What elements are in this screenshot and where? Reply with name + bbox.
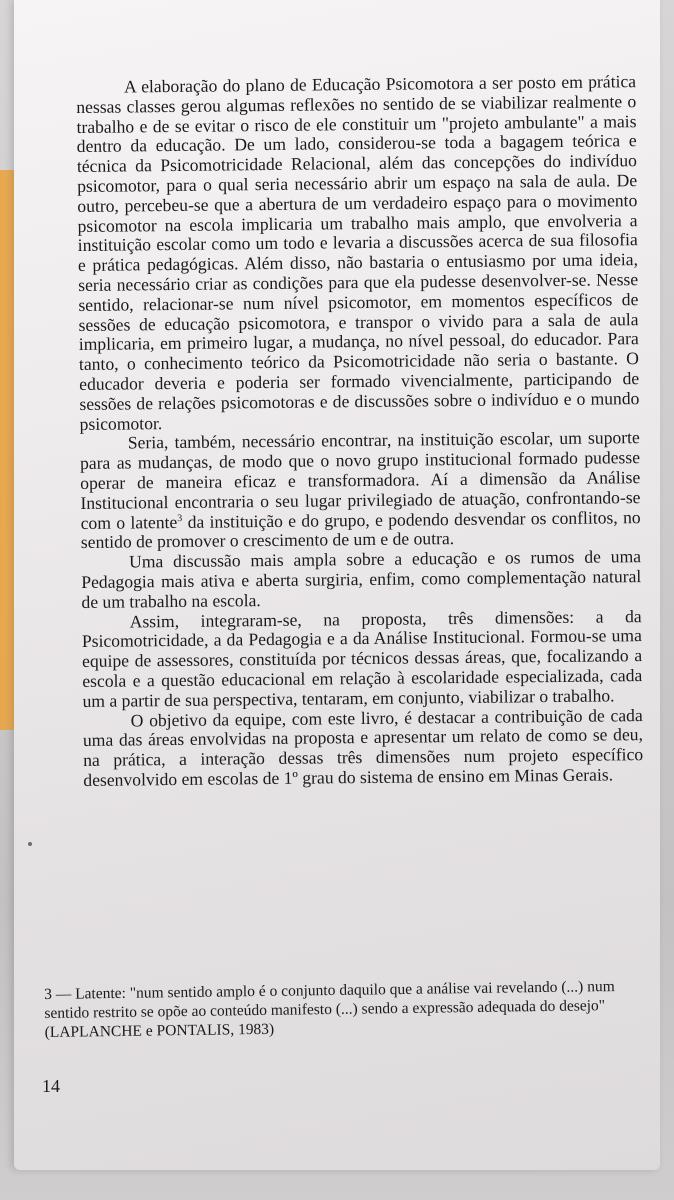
page-number: 14 bbox=[42, 1076, 60, 1096]
paragraph-2-part-2: da instituição e do grupo, e podendo desvendar os conflitos, no sentido de promover o crescimento de um e de outra. bbox=[80, 506, 641, 553]
paragraph-4: Assim, integraram-se, na proposta, três dimensões: a da Psicomotricidade, a da Pedagogia e a da Análise Institucional. Formou-se uma equipe de assessores, constituída por técnicos dessas áreas, que, focalizando a escola e a questão educacional em relação à escolaridade especializada, cada um a partir de sua perspectiva, tentaram, em conjunto, viabilizar o trabalho. bbox=[81, 605, 643, 711]
margin-dot bbox=[28, 842, 32, 846]
show-through-text bbox=[94, 880, 614, 898]
main-text bbox=[76, 72, 643, 791]
book-page bbox=[14, 0, 660, 1170]
paragraph-2 bbox=[80, 428, 641, 553]
footnote-reference: 3 bbox=[177, 512, 183, 524]
paragraph-3: Uma discussão mais ampla sobre a educação e os rumos de uma Pedagogia mais ativa e aberta surgiria, enfim, como complementação natural de um trabalho na escola. bbox=[81, 546, 642, 612]
paragraph-5: O objetivo da equipe, com este livro, é destacar a contribuição de cada uma das áreas envolvidas na proposta e apresentar um relato de como se deu, na prática, a interação dessas três dimensões num projeto específico desenvolvido em escolas de 1º grau do sistema de ensino em Minas Gerais. bbox=[82, 704, 644, 790]
paragraph-2-part-1: Seria, também, necessário encontrar, na instituição escolar, um suporte para as mudanças, de modo que o novo grupo institucional formado pudesse operar de maneira eficaz e transformadora. Aí a dimensão da Análise Institucional encontraria o seu lugar privilegiado de atuação, confrontando-se com o latente bbox=[79, 427, 641, 533]
footnote: 3 — Latente: "num sentido amplo é o conjunto daquilo que a análise vai revelando (...) num sentido restrito se opõe ao conteúdo manifesto (...) sendo a expressão adequada do desejo" (LAPLANCHE e PONTALIS, 1983) bbox=[44, 978, 615, 1041]
paragraph-1: A elaboração do plano de Educação Psicomotora a ser posto em prática nessas classes gerou algumas reflexões no sentido de se viabilizar realmente o trabalho e de se evitar o risco de ele constituir um "projeto ambulante" a mais dentro da educação. De um lado, considerou-se toda a bagagem teórica e técnica da Psicomotricidade Relacional, além das concepções do indivíduo psicomotor, para o qual seria necessário abrir um espaço na sala de aula. De outro, percebeu-se que a abertura de um verdadeiro espaço para o movimento psicomotor na escola implicaria um trabalho mais amplo, que envolveria a instituição escolar como um todo e levaria a discussões acerca de sua filosofia e prática pedagógicas. Além disso, não bastaria o entusiasmo por uma ideia, seria necessário criar as condições para que ela pudesse desenvolver-se. Nesse sentido, relacionar-se num nível psicomotor, em momentos específicos de sessões de educação psicomotora, e transpor o vivido para a sala de aula implicaria, em primeiro lugar, a mudança, no nível pessoal, do educador. Para tanto, o conhecimento teórico da Psicomotricidade não seria o bastante. O educador deveria e poderia ser formado vivencialmente, participando de sessões de relações psicomotoras e de discussões sobre o indivíduo e o mundo psicomotor. bbox=[76, 71, 640, 434]
show-through-line bbox=[94, 880, 614, 898]
